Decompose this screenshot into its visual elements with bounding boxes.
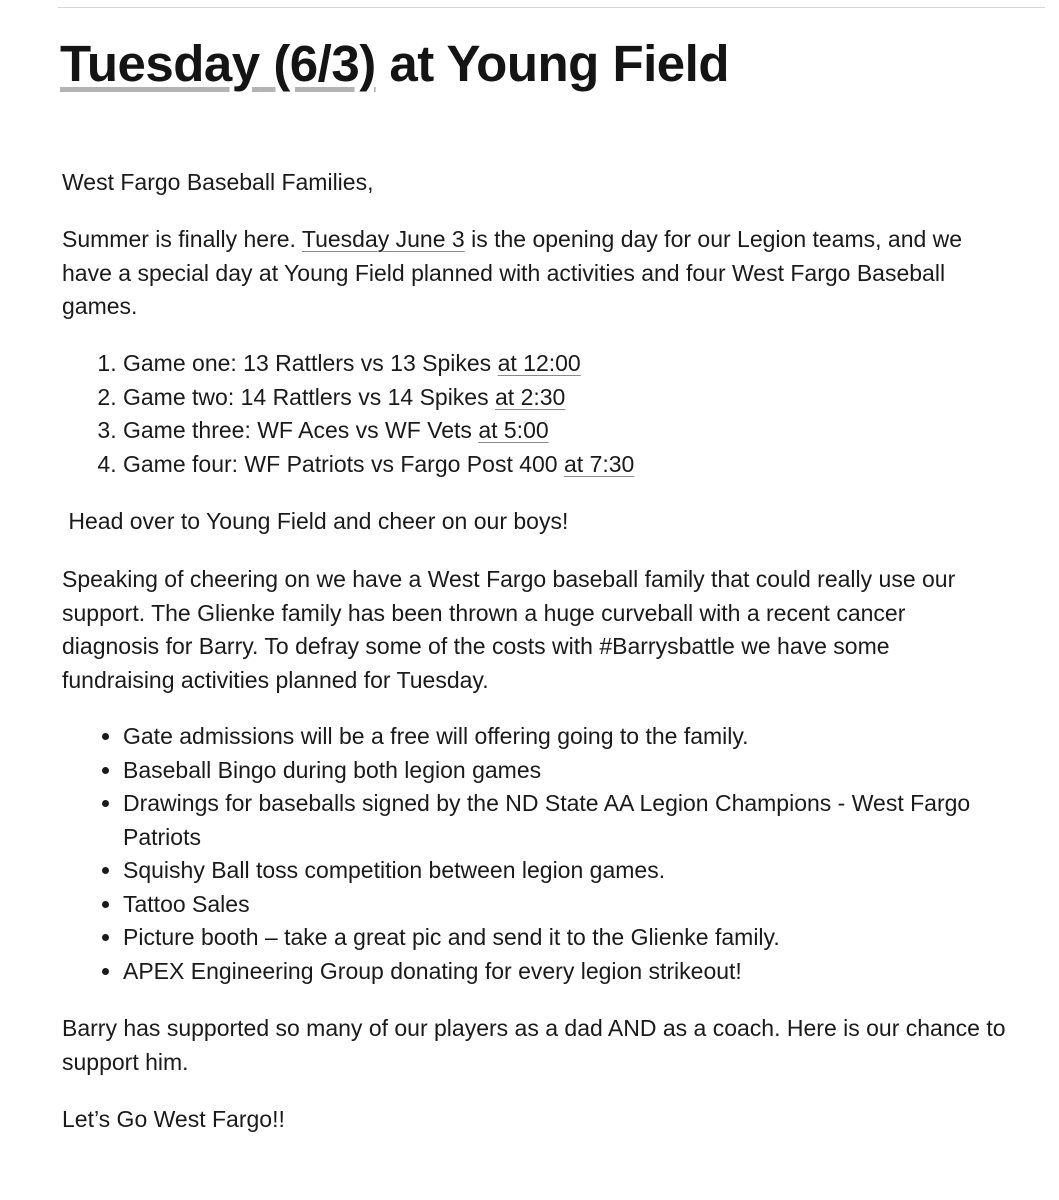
page-title <box>60 34 729 93</box>
list-item: • Baseball Bingo during both legion games <box>123 754 1059 788</box>
date-link[interactable]: Tuesday June 3 <box>301 226 465 252</box>
list-item <box>123 448 1059 482</box>
list-item: • Gate admissions will be a free will offering going to the family. <box>123 720 1059 754</box>
game-time-link[interactable]: at 5:00 <box>478 417 549 443</box>
list-item: • Tattoo Sales <box>123 888 1059 922</box>
game-description: Game one: 13 Rattlers vs 13 Spikes <box>123 350 498 376</box>
list-item: • APEX Engineering Group donating for every legion strikeout! <box>123 955 1059 989</box>
title-space <box>260 35 274 92</box>
intro-paragraph <box>62 223 1007 324</box>
list-item: • Picture booth – take a great pic and send it to the Glienke family. <box>123 921 1059 955</box>
activities-list <box>62 720 1059 988</box>
title-location: at Young Field <box>375 35 729 92</box>
game-time-link[interactable]: at 7:30 <box>564 450 635 477</box>
game-description: Game three: WF Aces vs WF Vets <box>123 417 479 443</box>
intro-after: is the opening day for our Legion teams, and we have a special day at Young Field planned with activities and four West Fargo Baseball games. <box>62 226 963 319</box>
list-item: • Squishy Ball toss competition between legion games. <box>123 854 1059 888</box>
top-divider <box>58 7 1045 8</box>
games-list <box>62 347 1059 481</box>
greeting: West Fargo Baseball Families, <box>62 169 374 195</box>
game-description: Game four: WF Patriots vs Fargo Post 400 <box>123 450 564 477</box>
title-date-day: Tuesday <box>60 35 260 92</box>
game-time-link[interactable]: at 2:30 <box>495 383 566 410</box>
list-item: • Drawings for baseballs signed by the ND State AA Legion Champions - West Fargo Patriots <box>123 787 1059 854</box>
list-item <box>123 347 1059 381</box>
game-description: Game two: 14 Rattlers vs 14 Spikes <box>123 383 495 410</box>
cheer-line: Head over to Young Field and cheer on our boys! <box>62 508 569 534</box>
title-date-number: (6/3) <box>273 35 376 92</box>
list-item <box>123 414 1059 448</box>
intro-before: Summer is finally here. <box>62 226 302 252</box>
list-item <box>123 381 1059 415</box>
support-paragraph: Speaking of cheering on we have a West Fargo baseball family that could really use our support. The Glienke family has been thrown a huge curveball with a recent cancer diagnosis for Barry. To defray some of the costs with #Barrysbattle we have some fundraising activities planned for Tuesday. <box>62 566 956 693</box>
game-time-link[interactable]: at 12:00 <box>497 350 581 376</box>
closing-paragraph: Barry has supported so many of our players as a dad AND as a coach. Here is our chance to support him. <box>62 1015 1006 1075</box>
signoff: Let’s Go West Fargo!! <box>62 1106 285 1132</box>
